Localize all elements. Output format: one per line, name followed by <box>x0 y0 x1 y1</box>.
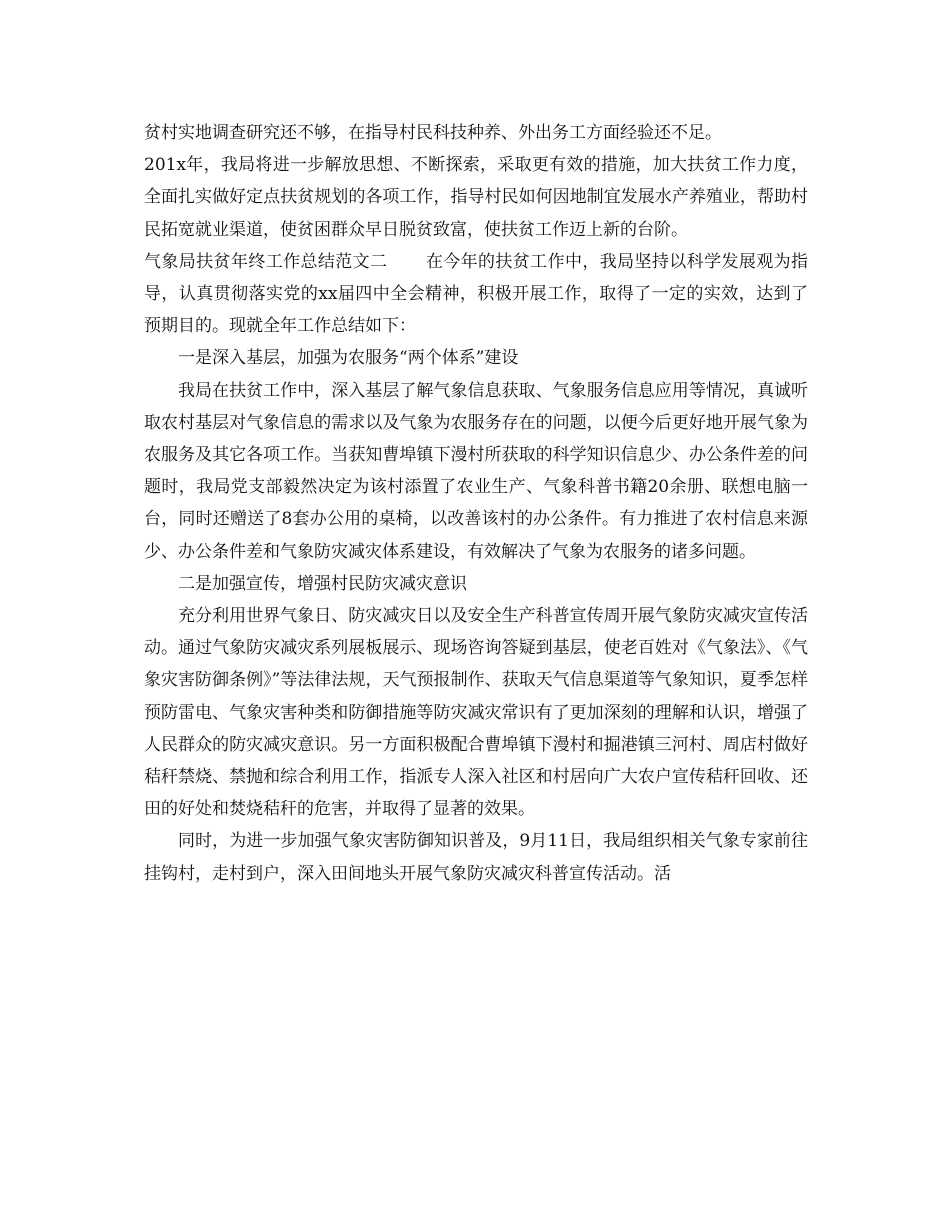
paragraph-7: 充分利用世界气象日、防灾减灾日以及安全生产科普宣传周开展气象防灾减灾宣传活动。通过气象防灾减灾系列展板展示、现场咨询答疑到基层，使老百姓对《气象法》、《气象灾害防御条例》”等法律法规，天气预报制作、获取天气信息渠道等气象知识，夏季怎样预防雷电、气象灾害种类和防御措施等防灾减灾常识有了更加深刻的理解和认识，增强了人民群众的防灾减灾意识。另一方面积极配合曹埠镇下漫村和掘港镇三河村、周店村做好秸秆禁烧、禁抛和综合利用工作，指派专人深入社区和村居向广大农户宣传秸秆回收、还田的好处和焚烧秸秆的危害，并取得了显著的效果。 <box>144 606 808 820</box>
paragraph-3 <box>144 246 808 343</box>
section-heading-2: 二是加强宣传，增强村民防灾减灾意识 <box>178 573 467 594</box>
paragraph-8: 同时，为进一步加强气象灾害防御知识普及，9月11日，我局组织相关气象专家前往挂钩村，走村到户，深入田间地头开展气象防灾减灾科普宣传活动。活 <box>144 831 808 884</box>
paragraph-3-text: 在今年的扶贫工作中，我局坚持以科学发展观为指导，认真贯彻落实党的xx届四中全会精神，积极开展工作，取得了一定的实效，达到了预期目的。现就全年工作总结如下： <box>144 251 809 337</box>
section-title: 气象局扶贫年终工作总结范文二 <box>144 251 388 272</box>
document-body <box>144 117 808 890</box>
section-heading-1: 一是深入基层，加强为农服务“两个体系”建设 <box>178 348 519 369</box>
paragraph-1: 贫村实地调查研究还不够，在指导村民科技种养、外出务工方面经验还不足。 <box>144 123 722 143</box>
paragraph-5: 我局在扶贫工作中，深入基层了解气象信息获取、气象服务信息应用等情况，真诚听取农村基层对气象信息的需求以及气象为农服务存在的问题，以便今后更好地开展气象为农服务及其它各项工作。当获知曹埠镇下漫村所获取的科学知识信息少、办公条件差的问题时，我局党支部毅然决定为该村添置了农业生产、气象科普书籍20余册、联想电脑一台，同时还赠送了8套办公用的桌椅，以改善该村的办公条件。有力推进了农村信息来源少、办公条件差和气象防灾减灾体系建设，有效解决了气象为农服务的诸多问题。 <box>144 380 808 562</box>
paragraph-2: 201x年，我局将进一步解放思想、不断探索，采取更有效的措施，加大扶贫工作力度，全面扎实做好定点扶贫规划的各项工作，指导村民如何因地制宜发展水产养殖业，帮助村民拓宽就业渠道，使贫困群众早日脱贫致富，使扶贫工作迈上新的台阶。 <box>144 155 808 240</box>
